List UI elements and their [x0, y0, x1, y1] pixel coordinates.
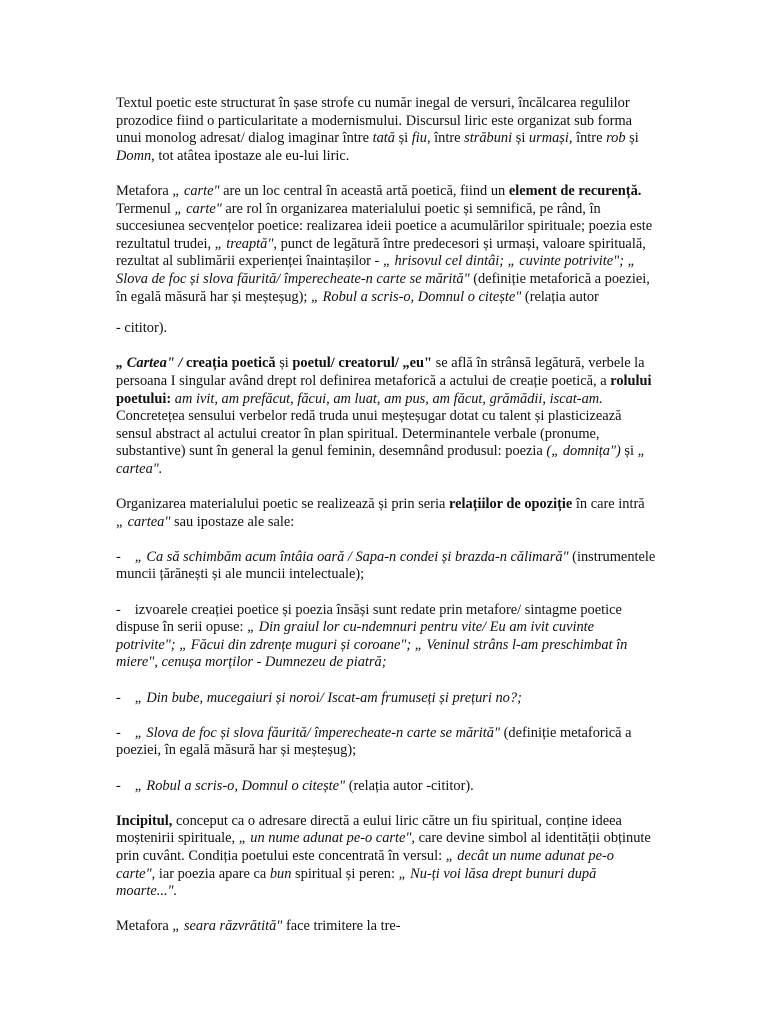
italic-run: „ Robul a scris-o, Domnul o citește" — [311, 288, 522, 305]
list-item-izvoarele — [116, 602, 656, 672]
list-dash: - — [116, 548, 121, 565]
text-run: Organizarea materialului poetic se realizează și prin seria — [116, 496, 449, 513]
text-run: (definiție metaforică a poeziei, în egală măsură har și meșteșug); — [116, 270, 650, 305]
italic-run: „ Ca să schimbăm acum întâia oară / Sapa-n condei și brazda-n călimară" — [134, 548, 569, 565]
italic-run: „ Nu-ți voi lăsa drept bunuri după moarte...". — [116, 865, 597, 900]
italic-run: „ Slova de foc și slova făurită/ împerecheate-n carte se mărită" — [134, 724, 501, 741]
bold-run: Incipitul, — [116, 812, 173, 829]
list-item-robul — [116, 778, 656, 796]
italic-run: bun — [269, 865, 292, 882]
italic-run: „ Din bube, mucegaiuri și noroi/ Iscat-am frumuseți și prețuri no?; — [134, 689, 522, 706]
text-run: conceput ca o adresare directă a eului liric către un fiu spiritual, conține ideea moștenirii spirituale, — [116, 812, 622, 847]
text-run: și — [620, 443, 638, 460]
italic-run: „ Din graiul lor cu-ndemnuri pentru vite/ Eu am ivit cuvinte potrivite"; „ Făcui din zdrențe muguri și coroane"; „ Veninul strâns l-am preschimbat în miere", cenușa morților - Dumnezeu de piatră; — [116, 619, 628, 671]
text-run: se află în strânsă legătură, verbele la persoana I singular având drept rol definirea metaforică a actului de creație poetică, a — [116, 355, 645, 389]
bold-run: rolului poetului: — [116, 372, 652, 407]
text-run: Metafora — [116, 182, 173, 199]
italic-run: („ domnița") — [546, 443, 621, 460]
bold-italic-run: „ Cartea" / — [116, 355, 186, 372]
italic-run: „ Robul a scris-o, Domnul o citește" — [134, 777, 346, 794]
text-run: Metafora — [116, 918, 173, 935]
text-run: și — [512, 130, 529, 147]
bold-run: creația poetică — [185, 355, 276, 372]
list-dash: - — [116, 601, 121, 618]
paragraph-incipitul — [116, 813, 656, 901]
text-run: și — [394, 130, 412, 147]
italic-run: „ cartea". — [116, 443, 646, 477]
paragraph-cartea-creatia — [116, 355, 656, 478]
text-run: (relația autor -cititor). — [345, 777, 474, 794]
text-run: punct de legătură între predecesori și urmași, valoare spirituală, rezultat al sublimării experienței înaintașilor - — [116, 235, 646, 270]
text-run: în care intră — [572, 496, 645, 513]
paragraph-seara-razvratita — [116, 918, 656, 936]
list-dash: - — [116, 689, 121, 706]
text-run: tot atâtea ipostaze ale eu-lui liric. — [154, 147, 350, 164]
text-run: și — [275, 355, 293, 372]
text-run: (instrumentele muncii țărănești și ale muncii intelectuale); — [116, 548, 656, 583]
text-run: iar poezia apare ca — [155, 865, 270, 882]
list-dash: - — [116, 724, 121, 741]
italic-run: „ un nume adunat pe-o carte", — [238, 830, 416, 847]
bold-run: poetul/ creatorul/ „eu" — [292, 355, 433, 372]
italic-run: „ carte" — [174, 200, 222, 217]
italic-run: „ hrisovul cel dintâi; „ cuvinte potrivite"; „ Slova de foc și slova făurită/ împerecheate-n carte se mărită" — [116, 253, 636, 287]
text-run: între — [430, 130, 465, 147]
italic-run: „ seara răzvrătită" — [172, 918, 283, 935]
bold-run: element de recurență. — [508, 182, 642, 199]
list-dash: - — [116, 777, 121, 794]
italic-run: am ivit, am prefăcut, făcui, am luat, am pus, am făcut, grămădii, iscat-am. — [174, 390, 603, 407]
text-run: Textul poetic este structurat în șase strofe cu număr inegal de versuri, încălcarea regulilor prozodice fiind o particularitate a modernismului. Discursul liric este organizat sub forma unui monolog adresat/ dialog imaginar între — [116, 95, 633, 147]
text-run: Termenul — [116, 200, 175, 217]
text-run: are un loc central în această artă poetică, fiind un — [219, 182, 509, 199]
paragraph-structure — [116, 95, 656, 165]
italic-run: „ cartea" — [116, 513, 171, 530]
text-run: Concretețea sensului verbelor redă truda unui meșteșugar dotat cu talent și plasticizează sensul abstract al actului creator în plan spiritual. Determinantele verbale (pronume, substantive) sunt în general la genul feminin, desemnând produsul: poezia — [116, 408, 622, 460]
paragraph-cititor: - cititor). — [116, 320, 168, 337]
list-item-instrumente — [116, 549, 656, 584]
text-run: izvoarele creației poetice și poezia însăși sunt redate prin metafore/ sintagme poetice dispuse în serii opuse: — [116, 601, 622, 636]
text-run: spiritual și peren: — [291, 865, 399, 882]
text-run: (relația autor — [521, 288, 599, 305]
document-body — [116, 95, 656, 954]
text-run: sau ipostaze ale sale: — [170, 513, 295, 530]
paragraph-opozitie — [116, 496, 656, 531]
text-run: între — [572, 130, 607, 147]
italic-run: rob — [606, 130, 626, 147]
italic-run: tată — [372, 130, 395, 147]
list-item-slova — [116, 725, 656, 760]
text-run: are rol în organizarea materialului poetic și semnifică, pe rând, în succesiunea secvențelor poetice: realizarea ideii poetice a acumulărilor spirituale; poezia este rezultatul trudei, — [116, 200, 653, 252]
text-run: face trimitere la tre- — [282, 918, 401, 935]
text-run: și — [625, 130, 639, 147]
list-item-bube — [116, 690, 656, 708]
italic-run: „ decât un nume adunat pe-o carte", — [116, 847, 614, 882]
bold-run: relațiilor de opoziție — [448, 496, 573, 513]
paragraph-metafora-carte — [116, 183, 656, 306]
italic-run: „ carte" — [172, 182, 220, 199]
italic-run: fiu, — [411, 130, 431, 147]
italic-run: urmași, — [528, 130, 573, 147]
italic-run: „ treaptă", — [214, 235, 277, 252]
text-run: (definiție metaforică a poeziei, în egală măsură har și meșteșug); — [116, 724, 632, 759]
text-run: care devine simbol al identității obținute prin cuvânt. Condiția poetului este concentrată în versul: — [116, 830, 651, 864]
italic-run: Domn, — [116, 147, 155, 164]
italic-run: străbuni — [464, 130, 513, 147]
